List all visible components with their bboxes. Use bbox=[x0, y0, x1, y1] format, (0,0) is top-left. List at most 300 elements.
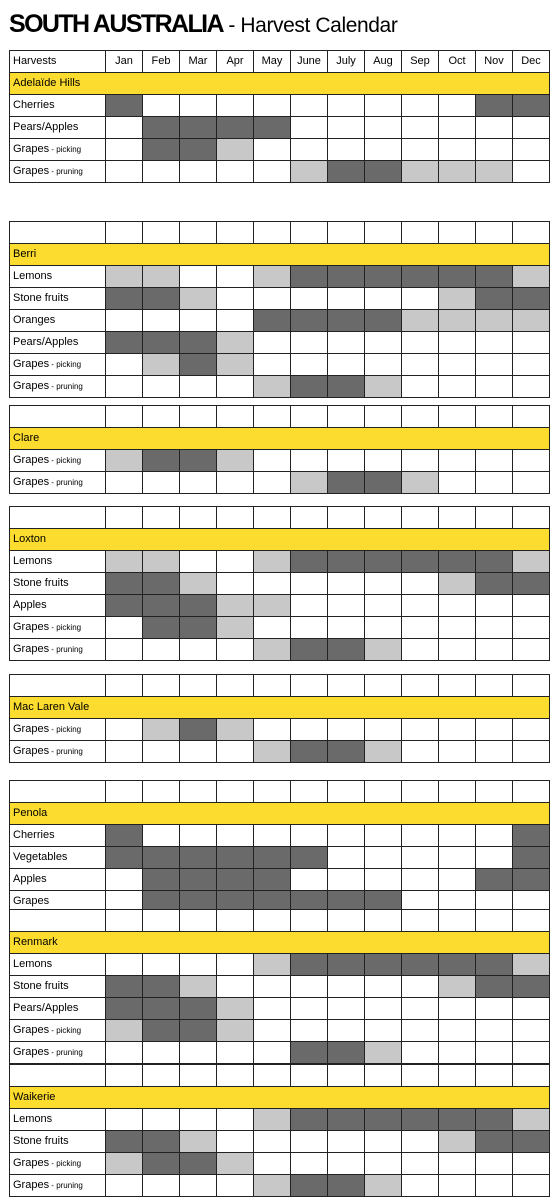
month-cell bbox=[513, 719, 549, 740]
month-cell bbox=[439, 266, 475, 287]
month-cell bbox=[291, 741, 327, 762]
crop-label bbox=[10, 639, 105, 660]
month-cell bbox=[513, 976, 549, 997]
month-cell bbox=[143, 376, 179, 397]
month-cell bbox=[365, 332, 401, 353]
month-cell bbox=[402, 847, 438, 868]
spacer-cell bbox=[513, 507, 549, 528]
month-cell bbox=[328, 161, 364, 182]
month-cell bbox=[365, 1109, 401, 1130]
month-cell bbox=[439, 617, 475, 638]
month-cell bbox=[513, 1020, 549, 1041]
month-cell bbox=[143, 595, 179, 616]
spacer-cell bbox=[513, 781, 549, 802]
month-cell bbox=[365, 719, 401, 740]
month-cell bbox=[291, 1175, 327, 1196]
month-cell bbox=[328, 869, 364, 890]
region-header: Clare bbox=[10, 428, 549, 449]
month-cell bbox=[328, 450, 364, 471]
crop-label bbox=[10, 1020, 105, 1041]
month-cell bbox=[328, 310, 364, 331]
month-cell bbox=[365, 847, 401, 868]
month-cell bbox=[254, 719, 290, 740]
month-cell bbox=[439, 472, 475, 493]
crop-label bbox=[10, 288, 105, 309]
month-cell bbox=[439, 825, 475, 846]
month-cell bbox=[254, 1131, 290, 1152]
month-cell bbox=[476, 288, 512, 309]
month-cell bbox=[291, 1131, 327, 1152]
month-cell bbox=[180, 1109, 216, 1130]
crop-name: Grapes bbox=[13, 476, 50, 488]
month-cell bbox=[106, 595, 142, 616]
month-cell bbox=[254, 954, 290, 975]
spacer-cell bbox=[328, 910, 364, 931]
month-cell bbox=[106, 551, 142, 572]
month-cell bbox=[217, 719, 253, 740]
month-cell bbox=[217, 450, 253, 471]
month-cell bbox=[476, 310, 512, 331]
month-cell bbox=[476, 741, 512, 762]
month-cell bbox=[439, 139, 475, 160]
month-cell bbox=[402, 825, 438, 846]
month-cell bbox=[513, 741, 549, 762]
crop-note: - pruning bbox=[49, 645, 83, 654]
month-cell bbox=[254, 310, 290, 331]
month-cell bbox=[513, 998, 549, 1019]
month-cell bbox=[476, 332, 512, 353]
title-main: SOUTH AUSTRALIA bbox=[9, 10, 223, 38]
crop-note: - picking bbox=[49, 725, 82, 734]
month-cell bbox=[402, 266, 438, 287]
month-cell bbox=[254, 595, 290, 616]
crop-label bbox=[10, 573, 105, 594]
month-cell bbox=[106, 998, 142, 1019]
month-cell bbox=[476, 998, 512, 1019]
month-cell bbox=[106, 1153, 142, 1174]
month-cell bbox=[217, 376, 253, 397]
crop-name: Grapes bbox=[13, 895, 50, 907]
month-cell bbox=[513, 161, 549, 182]
spacer-cell bbox=[143, 507, 179, 528]
month-cell bbox=[513, 639, 549, 660]
month-cell bbox=[291, 639, 327, 660]
month-cell bbox=[402, 551, 438, 572]
month-cell bbox=[143, 450, 179, 471]
month-cell bbox=[217, 266, 253, 287]
month-cell bbox=[402, 332, 438, 353]
month-cell bbox=[439, 450, 475, 471]
spacer-cell bbox=[254, 222, 290, 243]
month-cell bbox=[365, 595, 401, 616]
crop-name: Grapes bbox=[13, 643, 50, 655]
month-cell bbox=[402, 1042, 438, 1063]
month-cell bbox=[439, 376, 475, 397]
calendar-table bbox=[9, 1064, 550, 1197]
spacer-cell bbox=[180, 675, 216, 696]
month-cell bbox=[513, 332, 549, 353]
crop-name: Grapes bbox=[13, 1046, 50, 1058]
month-cell bbox=[328, 95, 364, 116]
month-cell bbox=[476, 869, 512, 890]
month-cell bbox=[254, 332, 290, 353]
month-cell bbox=[143, 954, 179, 975]
crop-label bbox=[10, 847, 105, 868]
crop-name: Cherries bbox=[13, 99, 55, 111]
crop-name: Cherries bbox=[13, 829, 55, 841]
month-cell bbox=[402, 573, 438, 594]
crop-label bbox=[10, 825, 105, 846]
month-cell bbox=[439, 161, 475, 182]
month-cell bbox=[180, 472, 216, 493]
month-cell bbox=[513, 617, 549, 638]
month-cell bbox=[513, 1153, 549, 1174]
month-cell bbox=[254, 639, 290, 660]
spacer-cell bbox=[328, 781, 364, 802]
month-cell bbox=[254, 472, 290, 493]
month-cell bbox=[143, 472, 179, 493]
spacer-cell bbox=[254, 675, 290, 696]
month-cell bbox=[143, 1153, 179, 1174]
month-header: Mar bbox=[180, 51, 216, 72]
spacer-cell bbox=[476, 675, 512, 696]
crop-name: Oranges bbox=[13, 314, 56, 326]
month-cell bbox=[439, 976, 475, 997]
month-cell bbox=[365, 639, 401, 660]
calendar-table bbox=[9, 674, 550, 763]
month-cell bbox=[180, 450, 216, 471]
month-cell bbox=[328, 1153, 364, 1174]
month-cell bbox=[254, 161, 290, 182]
spacer-cell bbox=[476, 222, 512, 243]
spacer-cell bbox=[365, 675, 401, 696]
month-cell bbox=[291, 332, 327, 353]
month-cell bbox=[402, 1020, 438, 1041]
month-cell bbox=[217, 573, 253, 594]
month-cell bbox=[217, 595, 253, 616]
month-cell bbox=[328, 472, 364, 493]
month-cell bbox=[254, 95, 290, 116]
month-cell bbox=[365, 998, 401, 1019]
crop-note: - picking bbox=[49, 1026, 82, 1035]
month-cell bbox=[143, 639, 179, 660]
month-cell bbox=[143, 288, 179, 309]
month-cell bbox=[291, 573, 327, 594]
month-cell bbox=[106, 825, 142, 846]
month-cell bbox=[106, 719, 142, 740]
month-cell bbox=[143, 139, 179, 160]
crop-label bbox=[10, 869, 105, 890]
month-cell bbox=[254, 551, 290, 572]
month-cell bbox=[476, 354, 512, 375]
month-cell bbox=[439, 1175, 475, 1196]
month-cell bbox=[180, 869, 216, 890]
spacer-cell bbox=[513, 675, 549, 696]
crop-label bbox=[10, 161, 105, 182]
spacer-cell bbox=[365, 910, 401, 931]
spacer-cell bbox=[291, 406, 327, 427]
month-cell bbox=[365, 161, 401, 182]
spacer-cell bbox=[513, 406, 549, 427]
month-cell bbox=[365, 573, 401, 594]
month-cell bbox=[439, 869, 475, 890]
month-cell bbox=[291, 551, 327, 572]
month-cell bbox=[106, 617, 142, 638]
month-cell bbox=[180, 1020, 216, 1041]
month-cell bbox=[143, 976, 179, 997]
month-cell bbox=[143, 1109, 179, 1130]
month-cell bbox=[513, 954, 549, 975]
month-cell bbox=[291, 95, 327, 116]
month-cell bbox=[513, 354, 549, 375]
spacer-cell bbox=[143, 222, 179, 243]
spacer-cell bbox=[365, 507, 401, 528]
month-cell bbox=[402, 450, 438, 471]
spacer-cell bbox=[439, 406, 475, 427]
month-cell bbox=[365, 1131, 401, 1152]
month-cell bbox=[291, 1109, 327, 1130]
month-cell bbox=[106, 266, 142, 287]
month-cell bbox=[180, 1042, 216, 1063]
month-cell bbox=[439, 1131, 475, 1152]
month-header: Aug bbox=[365, 51, 401, 72]
crop-label bbox=[10, 139, 105, 160]
month-cell bbox=[180, 976, 216, 997]
month-cell bbox=[476, 719, 512, 740]
month-cell bbox=[402, 1109, 438, 1130]
month-cell bbox=[143, 1175, 179, 1196]
crop-label bbox=[10, 551, 105, 572]
spacer-cell bbox=[291, 781, 327, 802]
crop-name: Grapes bbox=[13, 358, 50, 370]
month-cell bbox=[328, 847, 364, 868]
month-cell bbox=[143, 161, 179, 182]
crop-name: Pears/Apples bbox=[13, 336, 79, 348]
month-cell bbox=[476, 1131, 512, 1152]
crop-name: Grapes bbox=[13, 165, 50, 177]
month-cell bbox=[365, 354, 401, 375]
calendar-table bbox=[9, 50, 550, 183]
region-header: Adelaïde Hills bbox=[10, 73, 549, 94]
month-cell bbox=[291, 825, 327, 846]
month-cell bbox=[439, 954, 475, 975]
month-cell bbox=[513, 266, 549, 287]
crop-label bbox=[10, 595, 105, 616]
month-cell bbox=[180, 595, 216, 616]
month-cell bbox=[180, 376, 216, 397]
month-cell bbox=[476, 450, 512, 471]
title-sub: - Harvest Calendar bbox=[222, 14, 398, 37]
spacer-cell bbox=[254, 910, 290, 931]
month-cell bbox=[143, 719, 179, 740]
crop-label bbox=[10, 719, 105, 740]
crop-label bbox=[10, 266, 105, 287]
month-cell bbox=[217, 1175, 253, 1196]
month-cell bbox=[513, 1131, 549, 1152]
month-cell bbox=[291, 354, 327, 375]
spacer-cell bbox=[291, 910, 327, 931]
month-cell bbox=[217, 117, 253, 138]
month-cell bbox=[254, 573, 290, 594]
month-cell bbox=[439, 573, 475, 594]
month-cell bbox=[254, 1153, 290, 1174]
month-cell bbox=[476, 551, 512, 572]
month-cell bbox=[106, 139, 142, 160]
month-cell bbox=[291, 139, 327, 160]
month-cell bbox=[476, 1020, 512, 1041]
month-cell bbox=[328, 998, 364, 1019]
month-cell bbox=[328, 1020, 364, 1041]
month-cell bbox=[180, 719, 216, 740]
spacer-cell bbox=[291, 1065, 327, 1086]
month-cell bbox=[106, 741, 142, 762]
month-cell bbox=[106, 1175, 142, 1196]
month-cell bbox=[439, 595, 475, 616]
month-cell bbox=[365, 266, 401, 287]
month-header: June bbox=[291, 51, 327, 72]
spacer-cell bbox=[402, 406, 438, 427]
month-cell bbox=[365, 976, 401, 997]
spacer-cell bbox=[143, 406, 179, 427]
month-cell bbox=[217, 617, 253, 638]
month-cell bbox=[106, 95, 142, 116]
month-cell bbox=[180, 998, 216, 1019]
month-cell bbox=[328, 976, 364, 997]
month-cell bbox=[439, 310, 475, 331]
spacer-cell bbox=[254, 1065, 290, 1086]
month-cell bbox=[476, 1175, 512, 1196]
month-cell bbox=[143, 847, 179, 868]
spacer-cell bbox=[10, 222, 105, 243]
month-cell bbox=[106, 117, 142, 138]
spacer-cell bbox=[143, 675, 179, 696]
month-cell bbox=[143, 354, 179, 375]
month-cell bbox=[291, 117, 327, 138]
month-cell bbox=[106, 354, 142, 375]
month-cell bbox=[513, 1109, 549, 1130]
month-cell bbox=[106, 869, 142, 890]
month-cell bbox=[217, 1153, 253, 1174]
month-cell bbox=[291, 376, 327, 397]
month-cell bbox=[180, 1175, 216, 1196]
month-cell bbox=[254, 869, 290, 890]
spacer-cell bbox=[180, 781, 216, 802]
month-cell bbox=[291, 288, 327, 309]
month-cell bbox=[476, 573, 512, 594]
month-cell bbox=[143, 1042, 179, 1063]
spacer-cell bbox=[180, 406, 216, 427]
month-cell bbox=[439, 639, 475, 660]
month-cell bbox=[254, 1042, 290, 1063]
spacer-cell bbox=[106, 507, 142, 528]
month-cell bbox=[402, 617, 438, 638]
month-cell bbox=[476, 117, 512, 138]
month-cell bbox=[217, 95, 253, 116]
month-cell bbox=[513, 869, 549, 890]
month-cell bbox=[106, 1042, 142, 1063]
month-cell bbox=[180, 139, 216, 160]
month-cell bbox=[143, 998, 179, 1019]
month-cell bbox=[291, 1020, 327, 1041]
month-cell bbox=[217, 354, 253, 375]
month-cell bbox=[365, 288, 401, 309]
month-cell bbox=[180, 117, 216, 138]
crop-label bbox=[10, 1042, 105, 1063]
month-cell bbox=[365, 869, 401, 890]
spacer-cell bbox=[254, 781, 290, 802]
month-cell bbox=[365, 551, 401, 572]
spacer-cell bbox=[10, 781, 105, 802]
month-cell bbox=[328, 288, 364, 309]
crop-note: - pruning bbox=[49, 1181, 83, 1190]
crop-name: Pears/Apples bbox=[13, 1002, 79, 1014]
month-cell bbox=[217, 847, 253, 868]
crop-name: Grapes bbox=[13, 380, 50, 392]
month-cell bbox=[439, 288, 475, 309]
month-cell bbox=[328, 376, 364, 397]
crop-name: Lemons bbox=[13, 1113, 53, 1125]
month-cell bbox=[254, 1020, 290, 1041]
month-cell bbox=[439, 1020, 475, 1041]
spacer-cell bbox=[106, 406, 142, 427]
spacer-cell bbox=[254, 507, 290, 528]
month-cell bbox=[476, 376, 512, 397]
month-cell bbox=[513, 847, 549, 868]
month-cell bbox=[402, 117, 438, 138]
month-cell bbox=[365, 1153, 401, 1174]
month-cell bbox=[476, 825, 512, 846]
month-cell bbox=[217, 1020, 253, 1041]
month-cell bbox=[476, 595, 512, 616]
month-cell bbox=[180, 617, 216, 638]
month-cell bbox=[439, 332, 475, 353]
crop-label bbox=[10, 354, 105, 375]
month-cell bbox=[513, 472, 549, 493]
crop-label bbox=[10, 976, 105, 997]
crop-name: Vegetables bbox=[13, 851, 68, 863]
month-cell bbox=[365, 376, 401, 397]
month-cell bbox=[365, 954, 401, 975]
crop-name: Stone fruits bbox=[13, 1135, 69, 1147]
crop-label bbox=[10, 332, 105, 353]
month-cell bbox=[217, 976, 253, 997]
spacer-cell bbox=[402, 1065, 438, 1086]
crop-name: Apples bbox=[13, 599, 47, 611]
crop-label bbox=[10, 998, 105, 1019]
month-cell bbox=[143, 266, 179, 287]
month-cell bbox=[328, 741, 364, 762]
month-cell bbox=[180, 639, 216, 660]
month-header: Feb bbox=[143, 51, 179, 72]
month-cell bbox=[291, 450, 327, 471]
month-cell bbox=[106, 1109, 142, 1130]
month-cell bbox=[217, 639, 253, 660]
spacer-cell bbox=[439, 222, 475, 243]
crop-label bbox=[10, 95, 105, 116]
spacer-cell bbox=[217, 781, 253, 802]
month-cell bbox=[402, 1153, 438, 1174]
month-cell bbox=[106, 310, 142, 331]
month-cell bbox=[106, 288, 142, 309]
month-cell bbox=[439, 741, 475, 762]
month-cell bbox=[254, 139, 290, 160]
month-cell bbox=[328, 719, 364, 740]
crop-name: Pears/Apples bbox=[13, 121, 79, 133]
spacer-cell bbox=[291, 675, 327, 696]
region-header: Waikerie bbox=[10, 1087, 549, 1108]
month-cell bbox=[291, 617, 327, 638]
month-cell bbox=[402, 1131, 438, 1152]
